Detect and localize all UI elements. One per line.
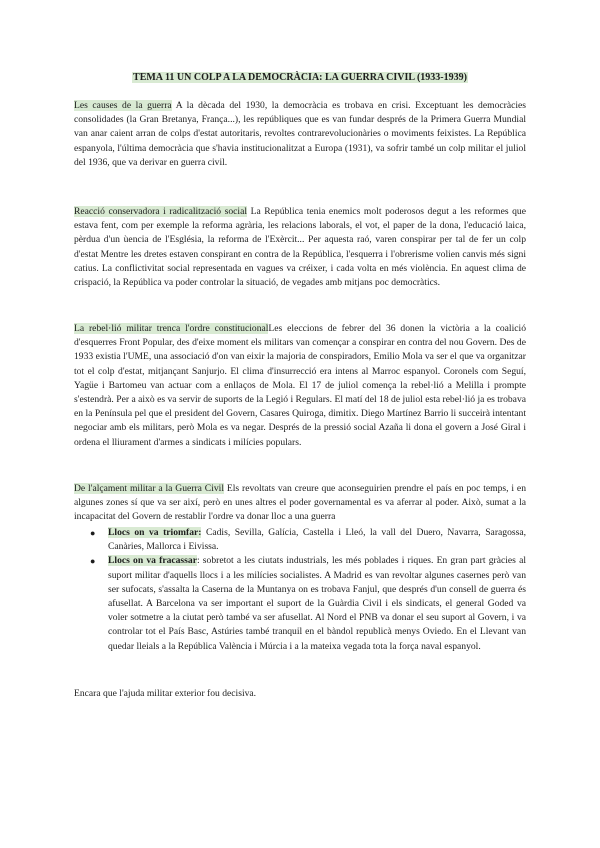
section-body: Les eleccions de febrer del 36 donen la victòria a la coalició d'esquerres Front Popular, des d'eixe moment els militars van començar a conspirar en contra del nou Govern. Des de 1933 existia l'UME, una associació d'on van eixir la majoria de conspiradors, Emilio Mola va ser el que va organitzar tot el colp d'estat, mitjançant Sanjurjo. El clima d'insurrecció era intens al Marroc espanyol. Coronels com Seguí, Yagüe i Bartomeu van actuar com a enllaços de Mola. El 17 de juliol comença la rebel·lió a Melilla i prompte s'estendrà. Per a això es va servir de suports de la Legió i Regulars. El matí del 18 de juliol esta rebel·lió ja es trobava en la Península pel que el president del Govern, Casares Quiroga, dimitix. Diego Martínez Barrio li succeirà intentant negociar amb els militars, però Mola es va negar. Després de la pressió social Azaña li dona el govern a José Giral i ordena el lliurament d'armes a sindicats i milícies populars. [74, 323, 526, 448]
section-heading: De l'alçament militar a la Guerra Civil [74, 483, 224, 494]
section-causes [74, 99, 526, 170]
list-item-text: Cadis, Sevilla, Galícia, Castella i Lleó, la vall del Duero, Navarra, Saragossa, Canàries, Mallorca i Eivissa. [108, 527, 526, 553]
closing-text: Encara que l'ajuda militar exterior fou decisiva. [74, 688, 257, 699]
section-body: La República tenia enemics molt poderosos degut a les reformes que estava fent, com per exemple la reforma agrària, les relacions laborals, el vot, el paper de la dona, l'educació laica, pèrdua d'un ùencia de l'Església, la reforma de l'Exèrcit... Per aquesta raó, varen conspirar per tal de fer un colp d'estat Mentre les dretes estaven conspirant en contra de la República, l'esquerra i l'obrerisme volien canvis més signi catius. La conflictivitat social representada en vagues va créixer, i cada volta en més violència. En aquest clima de crispació, la República va poder controlar la situació, de vegades amb mitjans poc democràtics. [74, 206, 526, 289]
bullet-icon: ● [90, 556, 96, 567]
page-title [0, 71, 600, 84]
list-item [74, 526, 526, 554]
list-item-label: Llocs on va fracassar [108, 555, 197, 567]
section-heading: Les causes de la guerra [74, 100, 172, 111]
bullet-icon: ● [90, 528, 96, 538]
section-body: A la dècada del 1930, la democràcia es trobava en crisi. Exceptuant les democràcies consolidades (la Gran Bretanya, França...), les repúbliques que es van fundar després de la Primera Guerra Mundial van anar caient arran de colps d'estat autoritaris, revoltes contrarevolucionàries o moviments feixistes. La República espanyola, l'última democràcia que s'havia institucionalitzat a Europa (1931), va sofrir també un colp militar el juliol del 1936, que va derivar en guerra civil. [74, 100, 526, 168]
section-rebellio [74, 322, 526, 450]
page-title-text: TEMA 11 UN COLP A LA DEMOCRÀCIA: LA GUERRA CIVIL (1933-1939) [133, 72, 467, 83]
section-reaccio [74, 205, 526, 290]
section-body: Els revoltats van creure que aconseguirien prendre el país en poc temps, i en algunes zones sí que va ser així, però en unes altres el poder governamental es va aferrar al poder. Això, sumat a la incapacitat del Govern de restablir l'ordre va donar lloc a una guerra [74, 483, 526, 523]
list-item-text: : sobretot a les ciutats industrials, les més poblades i riques. En gran part gràcies al suport militar d'aquells llocs i a les milícies socialistes. A Madrid es van revoltar algunes casernes però van ser sufocats, s'assalta la Caserna de la Muntanya on es trobava Fanjul, que després d'un consell de guerra és afusellat. A Barcelona va ser important el suport de la Guàrdia Civil i els sindicats, el general Goded va voler sotmetre a la ciutat però també va ser afusellat. Al Nord el PNB va donar el seu suport al Govern, i va controlar tot el País Basc, Astúries també tranquil en el bàndol republicà menys Oviedo. En el Llevant van quedar lleials a la República València i Múrcia i a la mateixa vegada tota la força naval espanyol. [108, 555, 526, 652]
section-alcament [74, 482, 526, 525]
places-list [74, 526, 526, 654]
list-item-label: Llocs on va triomfar: [108, 527, 202, 538]
section-heading: Reacció conservadora i radicalització social [74, 206, 248, 217]
list-item [74, 554, 526, 653]
section-heading: La rebel·lió militar trenca l'ordre constitucional [74, 323, 269, 334]
